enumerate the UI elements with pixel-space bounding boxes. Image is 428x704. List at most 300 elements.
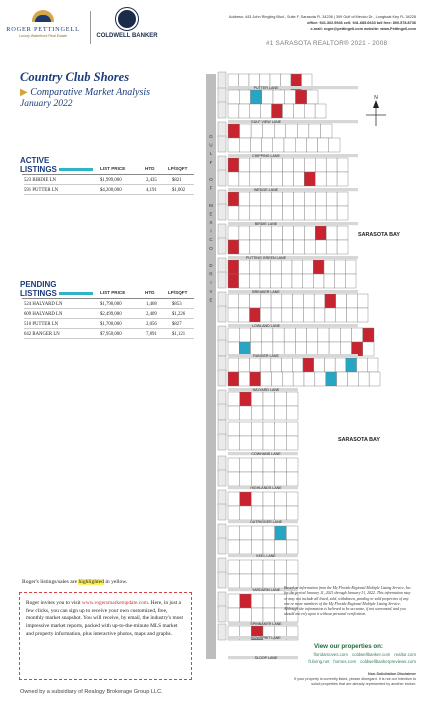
block-index-cell <box>218 292 226 308</box>
lot-parcel <box>228 574 240 588</box>
street-band <box>228 86 358 89</box>
gulf-label-letter: V <box>209 288 213 294</box>
lot-parcel <box>295 342 306 356</box>
row-psf: $1,121 <box>172 332 186 337</box>
compass-arrow-icon <box>373 100 379 108</box>
note-prefix: Roger's listings/sales are <box>22 579 79 585</box>
lot-parcel <box>352 328 363 342</box>
block-index-cell <box>218 340 226 356</box>
non-solicitation-text: If your property is currently listed, please disregard. It is not our intention to solicit properties that are already represented by another broker. <box>294 676 416 686</box>
lot-parcel <box>367 358 378 372</box>
lot-parcel <box>314 358 325 372</box>
street-label: HIGHLANDS LANE <box>250 485 282 490</box>
site-link[interactable]: ft.living.net <box>308 658 330 664</box>
lot-parcel <box>263 574 275 588</box>
block-index-cell <box>218 456 226 472</box>
lot-parcel <box>263 436 275 450</box>
lot-parcel <box>303 308 314 322</box>
street-label: PUTTING GREEN LANE <box>246 255 286 260</box>
lot-parcel <box>240 526 252 540</box>
lot-parcel <box>249 260 260 274</box>
lot-parcel <box>228 540 240 554</box>
lot-parcel <box>315 240 326 254</box>
lot-parcel <box>251 124 263 138</box>
lot-parcel <box>228 342 239 356</box>
lot-parcel <box>240 594 252 608</box>
site-link[interactable]: coldwellbanker.com <box>351 652 391 657</box>
lot-parcel <box>272 104 283 118</box>
lot-parcel <box>262 328 273 342</box>
lot-parcel <box>284 342 295 356</box>
office-line: office: 941.302.9946 cell: 941.685.6633 toll free: 800.578.8736 <box>307 21 416 25</box>
lot-parcel <box>263 540 275 554</box>
lot-parcel <box>293 192 304 206</box>
gulf-label-letter: F <box>209 185 213 191</box>
lot-parcel <box>318 328 329 342</box>
lot-parcel <box>250 206 261 220</box>
lot-parcel <box>271 274 282 288</box>
lot-parcel <box>286 436 298 450</box>
street-label: WEDGE LANE <box>254 187 278 192</box>
lot-parcel <box>251 574 263 588</box>
lot-parcel <box>307 342 318 356</box>
sites-row-2 <box>286 659 416 666</box>
pending-heading-line1: PENDING <box>20 280 57 289</box>
header-divider <box>90 11 91 44</box>
lot-parcel <box>262 138 273 152</box>
brand-name: ROGER PETTINGELL <box>6 26 80 33</box>
pending-col-price: LIST PRICE <box>100 290 126 295</box>
lot-parcel <box>304 372 315 386</box>
row-htd: 2,056 <box>146 322 157 327</box>
block-index-cell <box>218 624 226 640</box>
lot-parcel <box>283 240 294 254</box>
street-label: RANGER LANE <box>253 353 279 358</box>
lot-parcel <box>275 472 287 486</box>
lot-parcel <box>263 506 275 520</box>
lot-parcel <box>275 392 287 406</box>
gulf-label-letter: U <box>209 142 213 148</box>
active-header-rule <box>22 174 194 175</box>
row-psf: $827 <box>172 322 182 327</box>
block-index-cell <box>218 88 226 104</box>
block-index-cell <box>218 490 226 506</box>
block-index-cell <box>218 122 226 138</box>
lot-parcel <box>320 124 332 138</box>
lot-parcel <box>240 422 252 436</box>
mls-disclaimer: Based on information from the My Florida Regional Multiple Listing Service, Inc. for the period January 11, 2021 through January 31, 2022. This information may or may not include all listed, sold, withdrawn, pending or sold properties of any one or more members of the My Florida Regional Multiple Listing Service. Although the information is believed to be accurate, if not warranted, and you should not rely upon it without personal verification. <box>284 586 412 617</box>
lot-parcel <box>275 526 287 540</box>
lot-parcel <box>239 138 250 152</box>
lot-parcel <box>314 294 325 308</box>
block-index-cell <box>218 390 226 406</box>
lot-parcel <box>318 138 329 152</box>
lot-parcel <box>345 274 356 288</box>
street-label: COWHAND LANE <box>251 451 281 456</box>
lot-parcel <box>228 472 240 486</box>
lot-parcel <box>239 308 250 322</box>
lot-parcel <box>251 90 262 104</box>
lot-parcel <box>240 492 252 506</box>
lot-parcel <box>283 172 294 186</box>
pending-col-psf: LP/SQFT <box>168 290 188 295</box>
lot-parcel <box>239 358 250 372</box>
title-date: January 2022 <box>20 99 73 109</box>
subtitle-text: Comparative Market Analysis <box>30 87 151 98</box>
lot-parcel <box>228 560 240 574</box>
active-heading-line1: ACTIVE <box>20 156 50 165</box>
lot-parcel <box>251 458 263 472</box>
gulf-label-letter: O <box>209 245 213 251</box>
lot-parcel <box>240 472 252 486</box>
gulf-label-letter: X <box>209 220 213 225</box>
lot-parcel <box>251 594 263 608</box>
lot-parcel <box>239 240 250 254</box>
lot-parcel <box>315 172 326 186</box>
lot-parcel <box>274 124 286 138</box>
lot-parcel <box>228 158 239 172</box>
lot-parcel <box>250 226 261 240</box>
street-label: BOWSPRIT LANE <box>251 635 281 640</box>
lot-parcel <box>286 506 298 520</box>
lot-parcel <box>295 138 306 152</box>
pending-header-rule <box>22 298 194 299</box>
lot-parcel <box>251 392 263 406</box>
pending-heading-line2-wrap <box>20 290 93 299</box>
active-heading-line2-wrap <box>20 166 93 175</box>
row-address: 523 BIRDIE LN <box>24 178 56 183</box>
site-link[interactable]: coldwellbankerpreviews.com <box>360 658 416 664</box>
block-index-cell <box>218 370 226 386</box>
lot-parcel <box>228 260 239 274</box>
lot-parcel <box>228 226 239 240</box>
lot-parcel <box>286 492 298 506</box>
note-highlight: highlighted <box>78 579 104 585</box>
lot-parcel <box>293 308 304 322</box>
block-index-cell <box>218 504 226 520</box>
gulf-label-letter: F <box>209 159 213 165</box>
coldwell-banker-seal-icon <box>116 8 138 30</box>
lot-parcel <box>315 206 326 220</box>
lot-parcel <box>239 226 250 240</box>
lot-parcel <box>326 226 337 240</box>
lot-parcel <box>251 406 263 420</box>
lot-parcel <box>263 406 275 420</box>
block-index-cell <box>218 190 226 206</box>
lot-parcel <box>250 308 261 322</box>
row-htd: 2,409 <box>146 312 157 317</box>
lot-parcel <box>307 328 318 342</box>
lot-parcel <box>275 406 287 420</box>
lot-parcel <box>315 104 326 118</box>
lot-parcel <box>251 526 263 540</box>
lot-parcel <box>228 372 239 386</box>
block-index-cell <box>218 102 226 118</box>
lot-parcel <box>326 372 337 386</box>
table-row <box>24 320 194 329</box>
lot-parcel <box>228 240 239 254</box>
lot-parcel <box>284 90 295 104</box>
plat-map-svg <box>206 66 416 666</box>
lot-parcel <box>250 172 261 186</box>
lot-parcel <box>306 138 317 152</box>
lot-parcel <box>272 172 283 186</box>
row-htd: 7,891 <box>146 332 157 337</box>
lot-parcel <box>304 206 315 220</box>
lot-parcel <box>249 274 260 288</box>
lot-parcel <box>250 328 261 342</box>
gulf-label-letter: E <box>209 297 213 303</box>
lot-parcel <box>292 260 303 274</box>
lot-parcel <box>240 458 252 472</box>
block-index-cell <box>218 470 226 486</box>
lot-parcel <box>346 294 357 308</box>
non-solicitation-title: Non-Solicitation Disclaimer <box>368 672 416 676</box>
lot-parcel <box>326 158 337 172</box>
block-index-cell <box>218 356 226 372</box>
non-solicitation <box>286 672 416 686</box>
lot-parcel <box>261 104 272 118</box>
lot-parcel <box>358 372 369 386</box>
lot-parcel <box>260 308 271 322</box>
gulf-label-letter: D <box>209 263 213 268</box>
lot-parcel <box>337 172 348 186</box>
pending-col-htd: HTD <box>145 290 155 295</box>
active-col-psf: LP/SQFT <box>168 166 188 171</box>
lot-parcel <box>272 206 283 220</box>
lot-parcel <box>263 472 275 486</box>
lot-parcel <box>325 294 336 308</box>
row-address: 609 HALYARD LN <box>24 312 63 317</box>
lot-parcel <box>240 608 252 622</box>
lot-parcel <box>329 138 340 152</box>
block-index-cell <box>218 136 226 152</box>
lot-parcel <box>303 294 314 308</box>
lot-parcel <box>337 206 348 220</box>
gulf-label-letter: M <box>209 202 213 208</box>
street-label: HALYARD LANE <box>252 387 280 392</box>
street-label: YARDARM LANE <box>251 587 281 592</box>
lot-parcel <box>261 206 272 220</box>
block-index-cell <box>218 558 226 574</box>
table-row <box>24 300 194 309</box>
block-index-cell <box>218 306 226 322</box>
lot-parcel <box>335 358 346 372</box>
lot-parcel <box>282 294 293 308</box>
lot-parcel <box>228 124 240 138</box>
lot-parcel <box>283 192 294 206</box>
lot-parcel <box>239 328 250 342</box>
lot-parcel <box>346 358 357 372</box>
lot-parcel <box>363 328 374 342</box>
block-index-cell <box>218 258 226 274</box>
lot-parcel <box>304 104 315 118</box>
page-header <box>0 0 428 56</box>
lot-parcel <box>286 406 298 420</box>
lot-parcel <box>293 372 304 386</box>
row-address: 524 HALYARD LN <box>24 302 63 307</box>
block-index-cell <box>218 538 226 554</box>
lot-parcel <box>325 308 336 322</box>
lot-parcel <box>292 358 303 372</box>
ownership-footer: Owned by a subsidiary of Realogy Brokerage Group LLC. <box>20 689 163 695</box>
lot-parcel <box>228 192 239 206</box>
gulf-label-letter: G <box>209 134 213 139</box>
lot-parcel <box>282 372 293 386</box>
lot-parcel <box>273 90 284 104</box>
lot-parcel <box>239 104 250 118</box>
invite-post: . Here, in just a few clicks, you can sign up to receive your own customized, free, monthly market snapshot. You will receive, by email, the industry's most impressive market reports, packed with up-to-the-minute MLS market and property information, plus interactive photos, maps and graphs. <box>26 600 183 637</box>
lot-parcel <box>292 274 303 288</box>
lot-parcel <box>324 358 335 372</box>
lot-parcel <box>239 294 250 308</box>
lot-parcel <box>313 274 324 288</box>
lot-parcel <box>271 308 282 322</box>
lot-parcel <box>228 406 240 420</box>
lot-parcel <box>228 104 239 118</box>
lot-parcel <box>272 192 283 206</box>
lot-parcel <box>337 372 348 386</box>
lot-parcel <box>250 192 261 206</box>
lot-parcel <box>326 206 337 220</box>
lot-parcel <box>263 526 275 540</box>
street-label: KEEL LANE <box>256 553 276 558</box>
realtor-badge: #1 SARASOTA REALTOR® 2021 - 2008 <box>266 40 388 47</box>
active-accent-bar <box>59 168 93 171</box>
lot-parcel <box>261 240 272 254</box>
block-index-cell <box>218 72 226 90</box>
pending-heading-line2: LISTINGS <box>20 288 57 298</box>
row-psf: $821 <box>172 178 182 183</box>
sun-logo-icon <box>32 10 54 22</box>
lot-parcel <box>249 358 260 372</box>
street-label: SLOOP LANE <box>254 655 278 660</box>
lot-parcel <box>250 240 261 254</box>
lot-parcel <box>261 372 272 386</box>
lot-parcel <box>304 158 315 172</box>
lot-parcel <box>260 294 271 308</box>
lot-parcel <box>337 240 348 254</box>
lot-parcel <box>315 226 326 240</box>
lot-parcel <box>251 436 263 450</box>
row-price: $4,200,000 <box>100 188 122 193</box>
lot-parcel <box>228 458 240 472</box>
street-band <box>228 354 358 357</box>
street-band <box>228 154 358 157</box>
row-price: $1,790,000 <box>100 302 122 307</box>
lot-parcel <box>303 274 314 288</box>
lot-parcel <box>239 172 250 186</box>
lot-parcel <box>251 492 263 506</box>
invite-pre: Roger invites you to visit <box>26 600 82 606</box>
note-suffix: in yellow. <box>103 579 128 585</box>
lot-parcel <box>250 138 261 152</box>
lot-parcel <box>293 158 304 172</box>
block-index-cell <box>218 238 226 254</box>
highlight-note <box>22 579 127 585</box>
street-label: CHIPPING LANE <box>252 153 280 158</box>
lot-parcel <box>284 138 295 152</box>
lot-parcel <box>260 260 271 274</box>
lot-parcel <box>286 458 298 472</box>
lot-parcel <box>283 158 294 172</box>
lot-parcel <box>263 458 275 472</box>
lot-parcel <box>293 294 304 308</box>
lot-parcel <box>315 372 326 386</box>
lot-parcel <box>240 436 252 450</box>
block-index-cell <box>218 606 226 622</box>
lot-parcel <box>263 392 275 406</box>
gulf-label-letter: I <box>210 228 212 234</box>
lot-parcel <box>346 308 357 322</box>
lot-parcel <box>340 342 351 356</box>
site-link[interactable]: homes.com <box>333 658 357 664</box>
lot-parcel <box>250 104 261 118</box>
lot-parcel <box>335 274 346 288</box>
lot-parcel <box>240 392 252 406</box>
property-sites <box>286 652 416 665</box>
lot-parcel <box>357 358 368 372</box>
lot-parcel <box>286 392 298 406</box>
street-band <box>228 120 358 123</box>
lot-parcel <box>251 472 263 486</box>
block-index-cell <box>218 420 226 436</box>
lot-parcel <box>345 260 356 274</box>
lot-parcel <box>240 560 252 574</box>
lot-parcel <box>263 124 275 138</box>
lot-parcel <box>286 124 298 138</box>
block-index-cell <box>218 434 226 450</box>
gulf-label-letter: L <box>209 151 213 157</box>
lot-parcel <box>228 594 240 608</box>
market-update-link[interactable]: www.rogersmarketupdate.com <box>81 600 148 606</box>
row-address: 591 PUTTER LN <box>24 188 59 193</box>
row-price: $7,950,000 <box>100 332 122 337</box>
site-link[interactable]: realtor.com <box>394 652 416 657</box>
lot-parcel <box>228 422 240 436</box>
lot-parcel <box>282 308 293 322</box>
lot-parcel <box>228 206 239 220</box>
coldwell-banker-logo <box>96 8 158 39</box>
lot-parcel <box>275 458 287 472</box>
lot-parcel <box>250 372 261 386</box>
gulf-label-letter: R <box>209 271 213 277</box>
gulf-label-letter: C <box>209 237 213 243</box>
block-index-cell <box>218 204 226 220</box>
lot-parcel <box>250 158 261 172</box>
title-neighborhood: Country Club Shores <box>20 70 130 84</box>
lot-parcel <box>281 274 292 288</box>
lot-parcel <box>275 436 287 450</box>
lot-parcel <box>293 172 304 186</box>
lot-parcel <box>273 138 284 152</box>
lot-parcel <box>271 260 282 274</box>
lot-parcel <box>251 560 263 574</box>
lot-parcel <box>293 240 304 254</box>
title-subtitle <box>20 87 150 98</box>
lot-parcel <box>324 274 335 288</box>
lot-parcel <box>286 526 298 540</box>
pending-accent-bar <box>59 292 93 295</box>
site-link[interactable]: floridamoves.com <box>313 652 348 657</box>
lot-parcel <box>304 172 315 186</box>
street-band <box>228 188 358 191</box>
lot-parcel <box>228 506 240 520</box>
block-index-cell <box>218 524 226 540</box>
lot-parcel <box>260 274 271 288</box>
report-title <box>20 70 150 109</box>
street-label: BREAKER LANE <box>252 289 280 294</box>
